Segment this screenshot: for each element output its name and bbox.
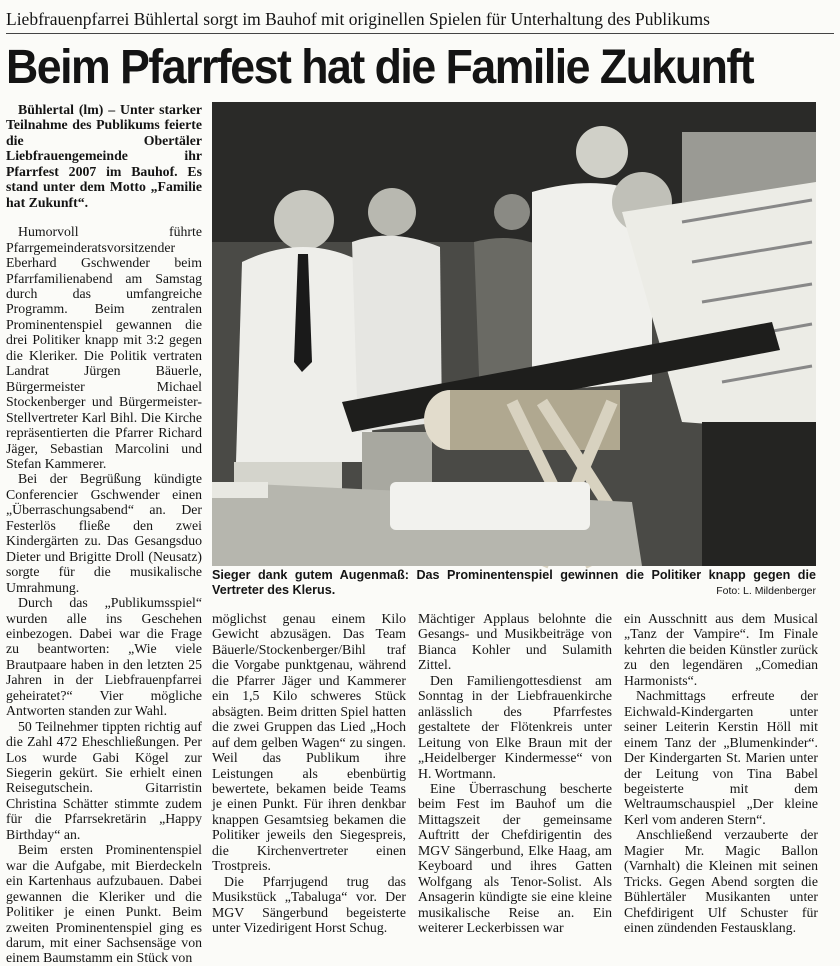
paragraph: ein Ausschnitt aus dem Musical „Tanz der Vampire“. Im Finale kehrten die beiden Künstler zurück zu den legendären „Comedian Harmonists“.	[624, 611, 818, 688]
paragraph: Beim ersten Prominentenspiel war die Aufgabe, mit Bierdeckeln ein Kartenhaus aufzubauen. Dabei gewannen die Kleriker und die Politiker je einen Punkt. Beim zweiten Prominentenspiel ging es darum, mit einer Sachsensäge von einem Baumstamm ein Stück von	[6, 842, 202, 966]
paragraph: Bei der Begrüßung kündigte Conferencier Gschwender einen „Überraschungsabend“ an. Der Festerlös fließe den zwei Kindergärten zu. Das Gesangsduo Dieter und Brigitte Droll (Neusatz) sorgte für die musikalische Umrahmung.	[6, 471, 202, 595]
paragraph: Anschließend verzauberte der Magier Mr. Magic Ballon (Varnhalt) die Kleinen mit seinen Tricks. Gegen Abend sorgten die Bühlertäler Musikanten unter Chefdirigent Ulf Schuster für einen zündenden Festausklang.	[624, 827, 818, 936]
caption-text: Sieger dank gutem Augenmaß: Das Prominentenspiel gewinnen die Politiker knapp gegen die Vertreter des Klerus.	[212, 568, 816, 597]
paragraph: Den Familiengottesdienst am Sonntag in der Liebfrauenkirche anlässlich des Pfarrfestes gestaltete der Flötenkreis unter Leitung von Elke Braun mit der „Heidelberger Kindermesse“ von H. Wortmann.	[418, 672, 612, 781]
paragraph: Die Pfarrjugend trug das Musikstück „Tabaluga“ vor. Der MGV Sängerbund begeisterte unter Vizedirigent Horst Schug.	[212, 873, 406, 936]
article-column-3	[418, 611, 612, 936]
photo-illustration	[212, 102, 816, 566]
photo-credit: Foto: L. Mildenberger	[716, 585, 816, 597]
photo-caption	[212, 568, 816, 608]
paragraph: Durch das „Publikumsspiel“ wurden alle ins Geschehen einbezogen. Dabei war die Frage zu beantworten: „Wie viele Brautpaare haben in den letzten 25 Jahren in der Liebfrauenpfarrei geheiratet?“ Vier mögliche Antworten standen zur Wahl.	[6, 595, 202, 719]
paragraph: Nachmittags erfreute der Eichwald-Kindergarten unter seiner Leiterin Kerstin Höll mit einem Tanz der „Blumenkinder“. Der Kindergarten St. Marien unter der Leitung von Tina Babel begeisterte mit dem Weltraumschauspiel „Der kleine Kerl vom anderen Stern“.	[624, 688, 818, 827]
paragraph: Eine Überraschung bescherte beim Fest im Bauhof um die Mittagszeit der gemeinsame Auftritt der Chefdirigentin des MGV Sängerbund, Elke Haag, am Keyboard und ihres Gatten Wolfgang als Tenor-Solist. Als Ansagerin kündigte sie eine kleine musikalische Reise an. Ein weiterer Leckerbissen war	[418, 780, 612, 936]
headline: Beim Pfarrfest hat die Familie Zukunft	[6, 41, 754, 94]
paragraph: Humorvoll führte Pfarrgemeinderatsvorsitzender Eberhard Gschwender beim Pfarrfamilienabend am Samstag durch das umfangreiche Programm. Beim zentralen Prominentenspiel gewannen die drei Politiker knapp mit 3:2 gegen die Kleriker. Die Politik vertraten Landrat Jürgen Bäuerle, Bürgermeister Michael Stockenberger und Bürgermeister-Stellvertreter Karl Bihl. Die Kirche repräsentierten die Pfarrer Richard Jäger, Sebastian Marcolini und Stefan Kammerer.	[6, 224, 202, 471]
article-column-1	[6, 102, 202, 966]
paragraph: möglichst genau einem Kilo Gewicht abzusägen. Das Team Bäuerle/Stockenberger/Bihl traf die Vorgabe punktgenau, während die Pfarrer Jäger und Kammerer ein 1,5 Kilo schweres Stück absägten. Beim dritten Spiel hatten die zwei Gruppen das Lied „Hoch auf dem gelben Wagen“ zu singen. Weil das Publikum ihre Leistungen als ebenbürtig bewertete, bekamen beide Teams je einen Punkt. Für ihren denkbar knappen Gesamtsieg bekamen die Politiker jeweils den Siegespreis, die Kirchenvertreter einen Trostpreis.	[212, 611, 406, 874]
news-photo	[212, 102, 816, 566]
kicker-line: Liebfrauenpfarrei Bühlertal sorgt im Bauhof mit originellen Spielen für Unterhaltung des Publikums	[6, 8, 834, 34]
article-column-2	[212, 611, 406, 936]
lead-paragraph: Bühlertal (lm) – Unter starker Teilnahme des Publikums feierte die Obertäler Liebfrauengemeinde ihr Pfarrfest 2007 im Bauhof. Es stand unter dem Motto „Familie hat Zukunft“.	[6, 102, 202, 210]
paragraph: 50 Teilnehmer tippten richtig auf die Zahl 472 Eheschließungen. Per Los wurde Gabi Kögel zur Siegerin gekürt. Sie erhielt einen Reisegutschein. Gitarristin Christina Schätter stimmte zudem für die Pfarrsekretärin „Happy Birthday“ an.	[6, 718, 202, 842]
article-column-4	[624, 611, 818, 936]
paragraph: Mächtiger Applaus belohnte die Gesangs- und Musikbeiträge von Bianca Kohler und Sulamith Zittel.	[418, 611, 612, 673]
